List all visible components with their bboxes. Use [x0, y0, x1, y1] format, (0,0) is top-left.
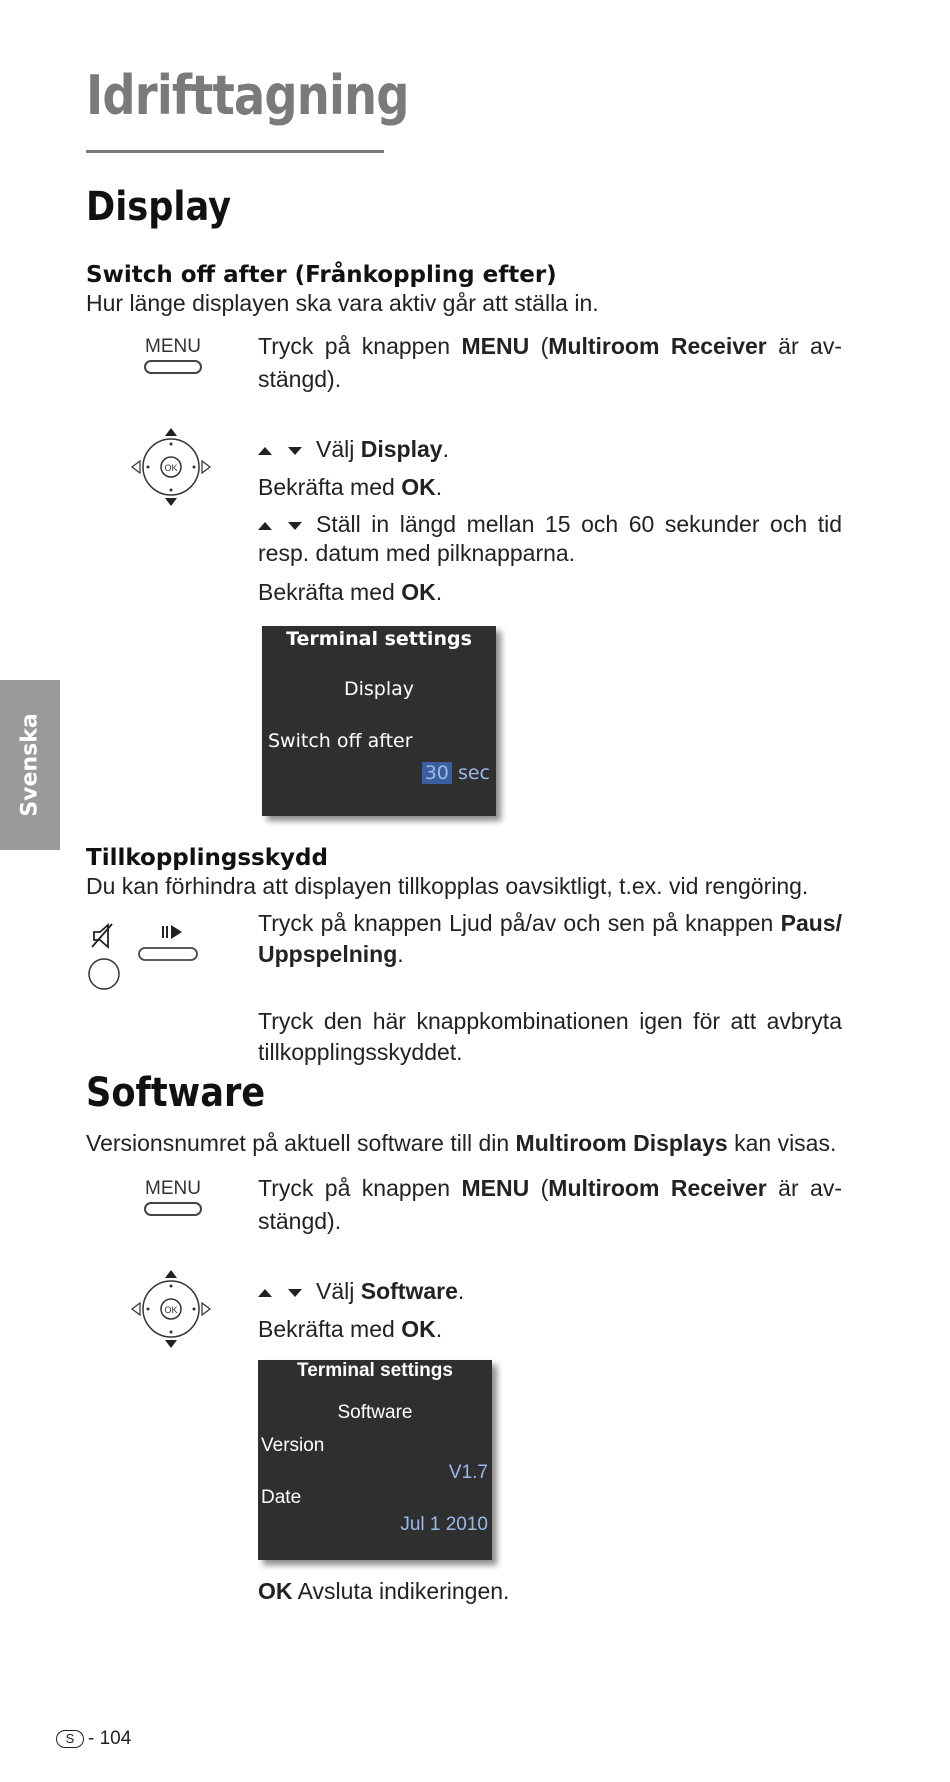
software-menu-step: Tryck på knappen MENU (Multiroom Receiver är av-stängd). [258, 1175, 843, 1234]
screen-label: Switch off after [268, 730, 413, 752]
arrow-down-icon [288, 522, 302, 530]
navigation-pad-icon [128, 1266, 214, 1352]
screen-unit: sec [457, 762, 490, 784]
arrow-down-icon [288, 1289, 302, 1297]
menu-button-icon [140, 1178, 206, 1216]
menu-label: MENU [145, 1178, 201, 1199]
software-confirm: Bekräfta med OK. [258, 1316, 443, 1342]
side-tab-label: Svenska [17, 713, 43, 817]
title-underline [86, 150, 384, 153]
display-menu-step: Tryck på knappen MENU (Multiroom Receiver är av-stängd). [258, 333, 843, 392]
menu-oval-shape [144, 360, 202, 374]
protection-description: Du kan förhindra att displayen tillkopplas oavsiktligt, t.ex. vid rengöring. [86, 873, 809, 899]
version-value: V1.7 [448, 1462, 488, 1483]
software-description: Versionsnumret på aktuell software till din Multiroom Displays kan visas. [86, 1130, 837, 1156]
protection-heading: Tillkopplingsskydd [86, 845, 328, 871]
date-value: Jul 1 2010 [400, 1514, 488, 1535]
protection-step: Tryck på knappen Ljud på/av och sen på knappen Paus/ Uppspelning. [258, 910, 842, 967]
page-title: Idrifttagning [86, 64, 409, 127]
arrow-up-icon [258, 522, 272, 530]
display-heading: Display [86, 184, 232, 230]
protection-cancel: Tryck den här knappkombinationen igen för att avbryta tillkopplingsskyddet. [258, 1008, 842, 1065]
software-select-step: Välj Software. [258, 1276, 464, 1307]
language-badge: S [56, 1730, 84, 1748]
display-set-step: Ställ in längd mellan 15 och 60 sekunder och tid resp. datum med pilknapparna. [258, 511, 842, 566]
arrow-down-icon [288, 447, 302, 455]
svg-text:OK: OK [164, 463, 178, 473]
page-number: - 104 [88, 1728, 132, 1749]
software-settings-screen [258, 1360, 492, 1560]
language-side-tab [0, 680, 60, 850]
page-footer [56, 1728, 131, 1750]
software-exit: OK Avsluta indikeringen. [258, 1578, 510, 1604]
mute-button-icon [86, 920, 126, 990]
switch-off-heading: Switch off after (Frånkoppling efter) [86, 262, 557, 288]
display-confirm-2: Bekräfta med OK. [258, 579, 443, 605]
arrow-up-icon [258, 1289, 272, 1297]
screen-header: Terminal settings [297, 1360, 453, 1381]
arrow-up-icon [258, 447, 272, 455]
screen-header: Terminal settings [286, 628, 472, 650]
menu-label: MENU [145, 336, 201, 357]
screen-title: Display [343, 678, 415, 700]
switch-off-description: Hur länge displayen ska vara aktiv går att ställa in. [86, 290, 599, 316]
menu-button-icon [140, 336, 206, 374]
svg-text:OK: OK [164, 1305, 178, 1315]
play-pause-button-icon [136, 920, 202, 964]
version-label: Version [261, 1435, 325, 1456]
display-confirm-1: Bekräfta med OK. [258, 474, 443, 500]
date-label: Date [261, 1487, 302, 1508]
display-settings-screen [262, 626, 496, 816]
screen-title: Software [337, 1402, 413, 1423]
menu-oval-shape [144, 1202, 202, 1216]
screen-value-row [422, 762, 490, 784]
software-heading: Software [86, 1070, 266, 1116]
display-select-step: Välj Display. [258, 434, 449, 465]
navigation-pad-icon [128, 424, 214, 510]
screen-value: 30 [422, 762, 452, 784]
